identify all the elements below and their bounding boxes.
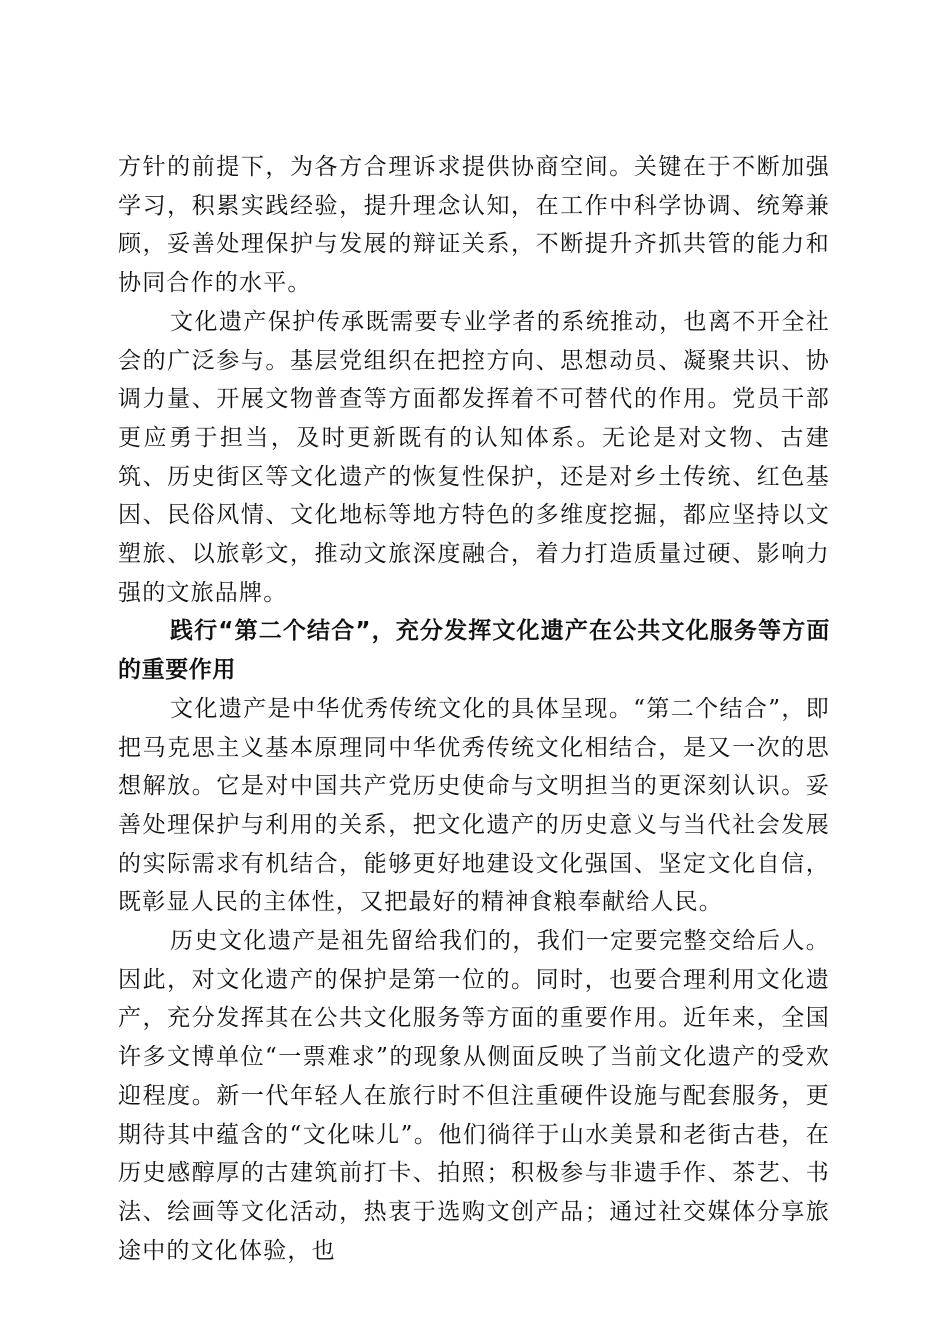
document-page xyxy=(118,148,830,1270)
section-heading: 践行“第二个结合”，充分发挥文化遗产在公共文化服务等方面的重要作用 xyxy=(118,618,830,684)
paragraph-body: 历史文化遗产是祖先留给我们的，我们一定要完整交给后人。因此，对文化遗产的保护是第一位的。同时，也要合理利用文化遗产，充分发挥其在公共文化服务等方面的重要作用。近年来，全国许多文博单位“一票难求”的现象从侧面反映了当前文化遗产的受欢迎程度。新一代年轻人在旅行时不但注重硬件设施与配套服务，更期待其中蕴含的“文化味儿”。他们徜徉于山水美景和老街古巷，在历史感醇厚的古建筑前打卡、拍照；积极参与非遗手作、茶艺、书法、绘画等文化活动，热衷于选购文创产品；通过社交媒体分享旅途中的文化体验，也 xyxy=(118,928,830,1264)
paragraph-continuation: 方针的前提下，为各方合理诉求提供协商空间。关键在于不断加强学习，积累实践经验，提升理念认知，在工作中科学协调、统筹兼顾，妥善处理保护与发展的辩证关系，不断提升齐抓共管的能力和协同合作的水平。 xyxy=(118,154,830,297)
paragraph-body: 文化遗产保护传承既需要专业学者的系统推动，也离不开全社会的广泛参与。基层党组织在把控方向、思想动员、凝聚共识、协调力量、开展文物普查等方面都发挥着不可替代的作用。党员干部更应勇于担当，及时更新既有的认知体系。无论是对文物、古建筑、历史街区等文化遗产的恢复性保护，还是对乡土传统、红色基因、民俗风情、文化地标等地方特色的多维度挖掘，都应坚持以文塑旅、以旅彰文，推动文旅深度融合，着力打造质量过硬、影响力强的文旅品牌。 xyxy=(118,308,830,606)
paragraph-body: 文化遗产是中华优秀传统文化的具体呈现。“第二个结合”，即把马克思主义基本原理同中华优秀传统文化相结合，是又一次的思想解放。它是对中国共产党历史使命与文明担当的更深刻认识。妥善处理保护与利用的关系，把文化遗产的历史意义与当代社会发展的实际需求有机结合，能够更好地建设文化强国、坚定文化自信，既彰显人民的主体性，又把最好的精神食粮奉献给人民。 xyxy=(118,695,830,916)
